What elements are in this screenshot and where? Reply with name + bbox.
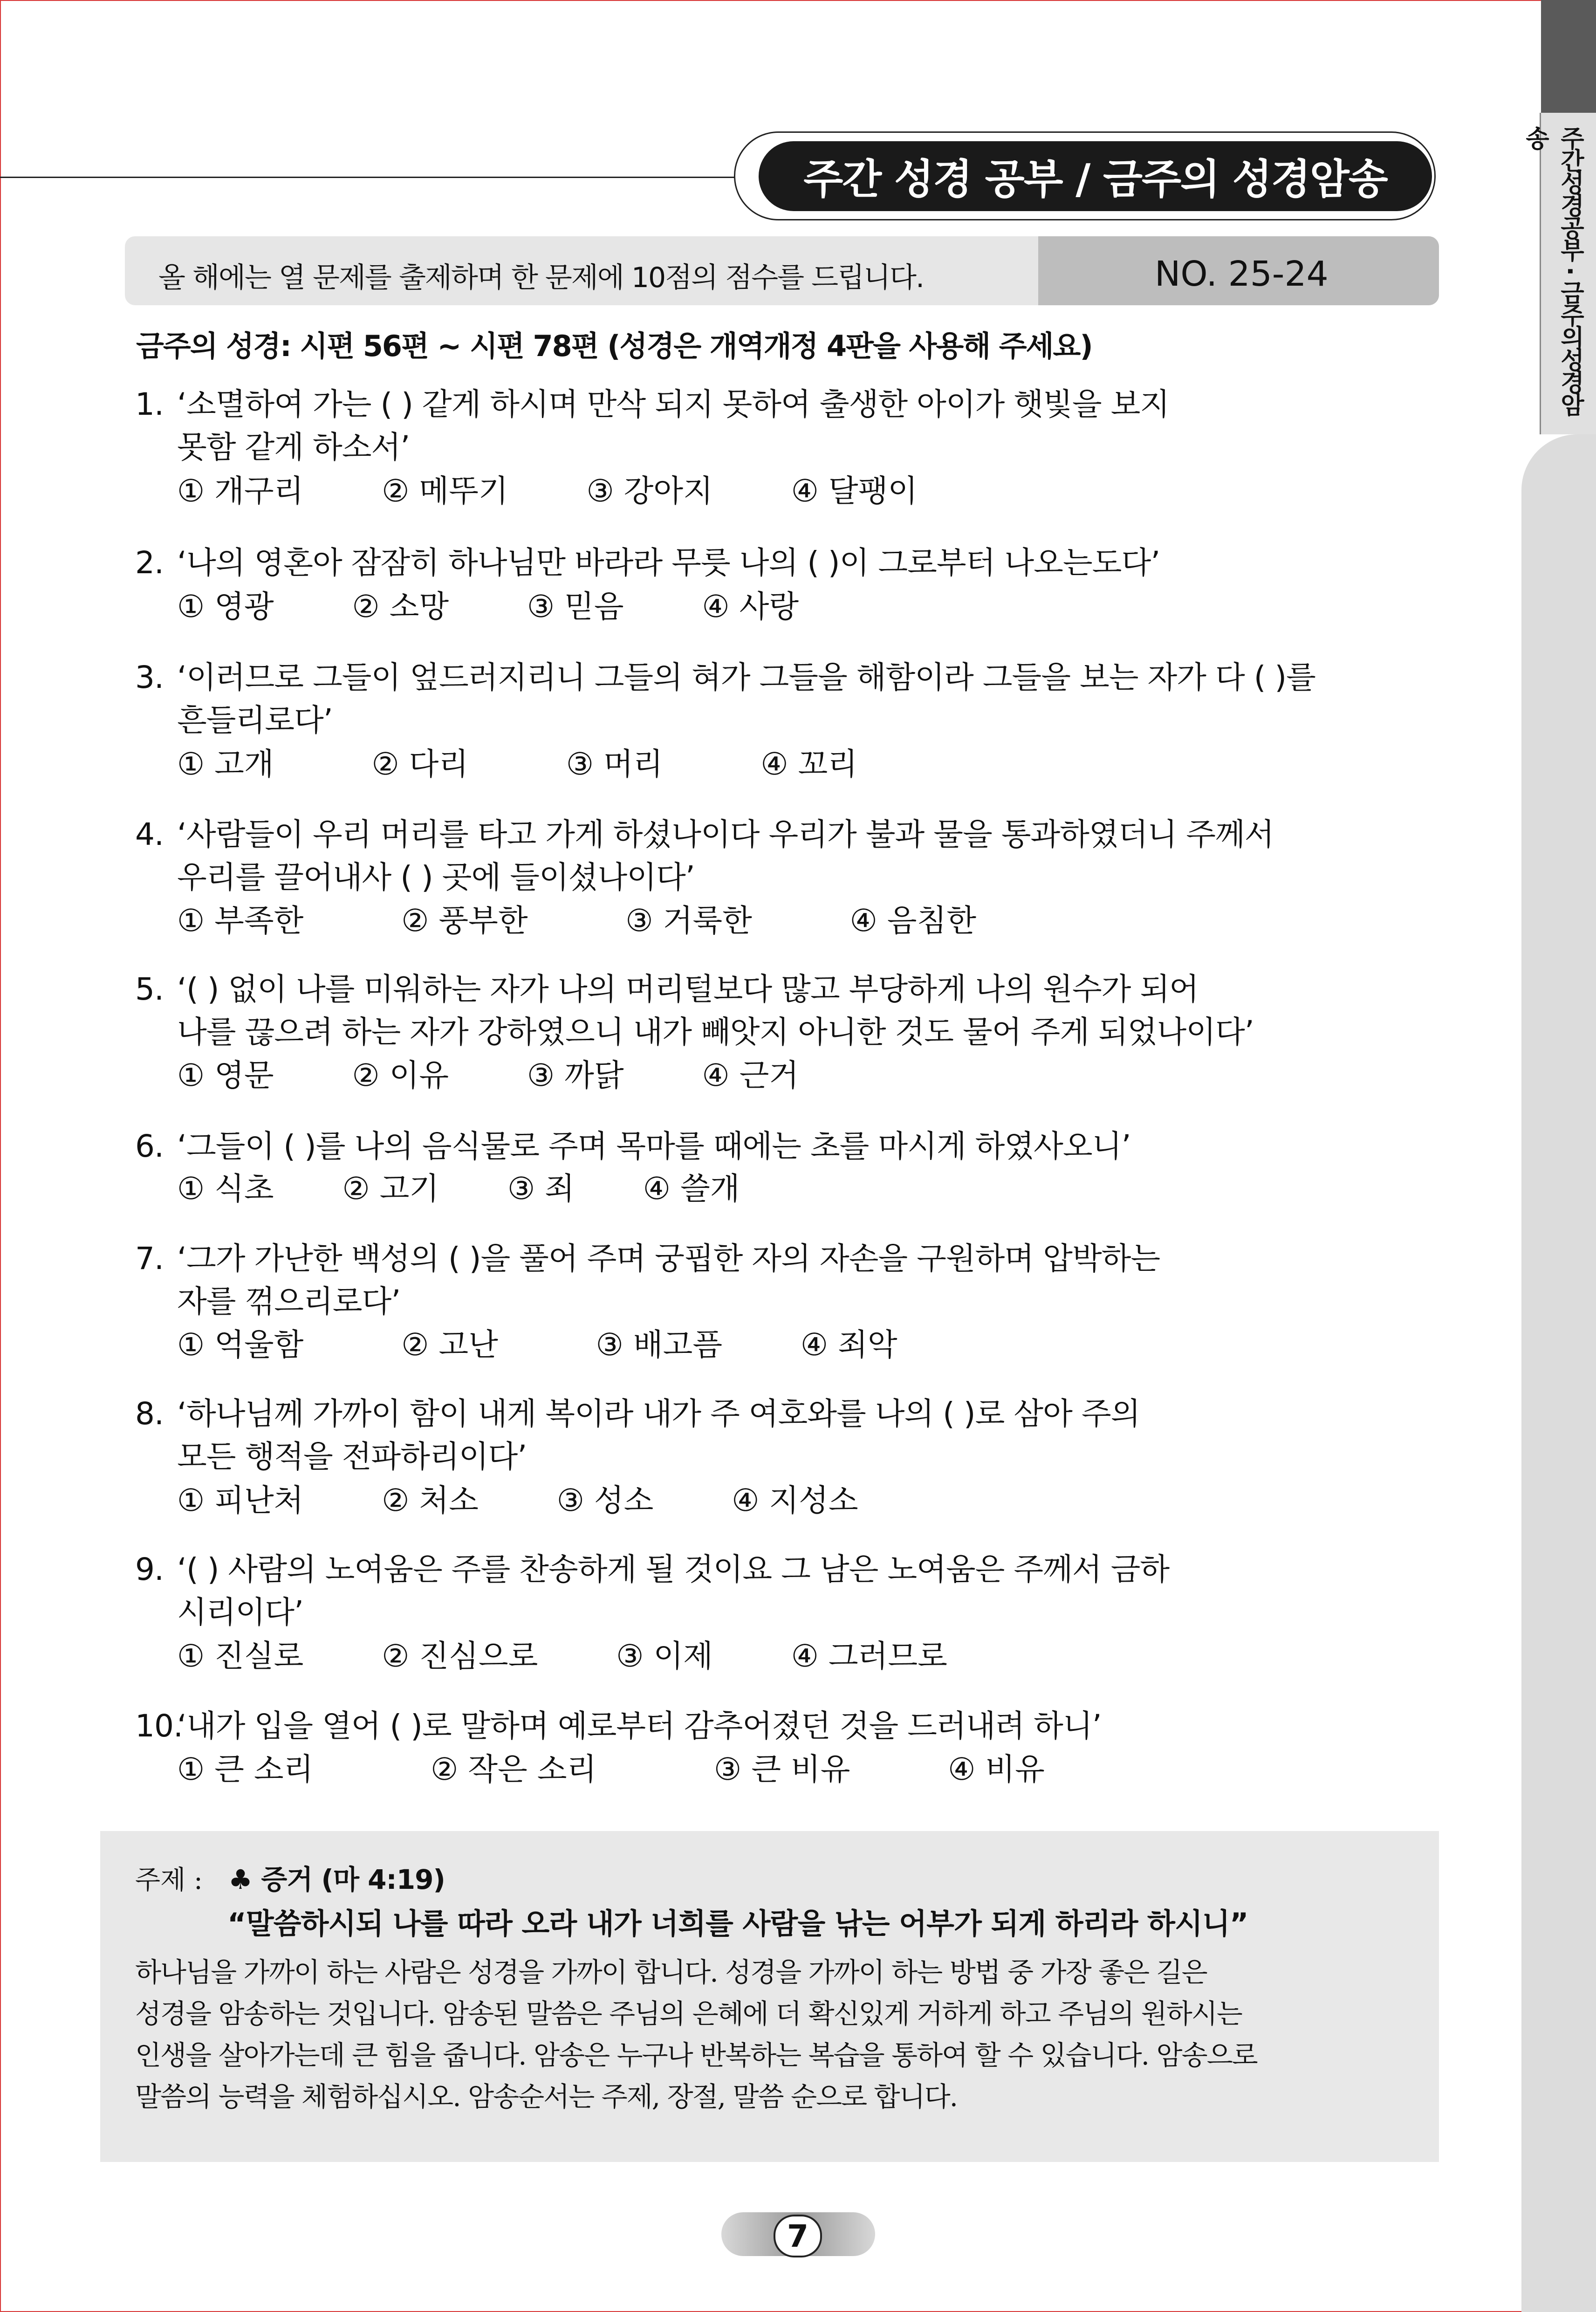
question-number: 3. [135,659,164,695]
answer-options-10: ① 큰 소리 ② 작은 소리 ③ 큰 비유 ④ 비유 [177,1751,1045,1787]
question-3 [135,656,1315,742]
issue-number: NO. 25-24 [1155,254,1329,294]
question-text: ‘그가 가난한 백성의 ( )을 풀어 주며 궁핍한 자의 자손을 구원하며 압박하는 [177,1241,1160,1276]
question-text: ‘( ) 없이 나를 미워하는 자가 나의 머리털보다 많고 부당하게 나의 원수가 되어 [177,971,1199,1007]
question-number: 10. [135,1708,183,1744]
question-text: ‘그들이 ( )를 나의 음식물로 주며 목마를 때에는 초를 마시게 하였사오니’ [177,1128,1131,1164]
explanation-line: 하나님을 가까이 하는 사람은 성경을 가까이 합니다. 성경을 가까이 하는 방법 중 가장 좋은 길은 [135,1956,1207,1988]
question-text: ‘소멸하여 가는 ( ) 같게 하시며 만삭 되지 못하여 출생한 아이가 햇빛을 보지 [177,386,1170,422]
question-number: 7. [135,1241,164,1276]
side-tab-top [1541,0,1596,113]
answer-options-1: ① 개구리 ② 메뚜기 ③ 강아지 ④ 달팽이 [177,473,918,509]
question-text: ‘내가 입을 열어 ( )로 말하며 예로부터 감추어졌던 것을 드러내려 하니’ [177,1708,1102,1744]
question-text: ‘( ) 사람의 노여움은 주를 찬송하게 될 것이요 그 남은 노여움은 주께서 금하 [177,1551,1170,1587]
question-text-cont: 자를 꺾으리로다’ [177,1283,401,1319]
question-text-cont: 나를 끊으려 하는 자가 강하였으니 내가 빼앗지 아니한 것도 물어 주게 되었나이다’ [177,1014,1254,1050]
memory-verse-explanation [135,1952,1426,2118]
question-number: 1. [135,386,164,422]
side-tab-label: 주간성경공부 · 금주의성경암송 [1521,126,1584,415]
weekly-scripture-range: 금주의 성경: 시편 56편 ~ 시편 78편 (성경은 개역개정 4판을 사용해 주세요) [136,329,1092,363]
question-text: ‘나의 영혼아 잠잠히 하나님만 바라라 무릇 나의 ( )이 그로부터 나오는도다’ [177,545,1160,581]
answer-options-4: ① 부족한 ② 풍부한 ③ 거룩한 ④ 음침한 [177,903,977,939]
memory-verse: “말씀하시되 나를 따라 오라 내가 너희를 사람을 낚는 어부가 되게 하리라 하시니” [227,1907,1248,1941]
question-number: 4. [135,816,164,852]
question-number: 6. [135,1128,164,1164]
question-5 [135,968,1254,1054]
question-6 [135,1125,1130,1168]
question-text: ‘하나님께 가까이 함이 내게 복이라 내가 주 여호와를 나의 ( )로 삼아 주의 [177,1396,1140,1432]
question-text-cont: 시리이다’ [177,1594,304,1630]
theme-label: 주제 : [135,1865,203,1895]
question-2 [135,542,1160,584]
page-title: 주간 성경 공부 / 금주의 성경암송 [759,141,1432,211]
question-8 [135,1393,1140,1478]
answer-options-3: ① 고개 ② 다리 ③ 머리 ④ 꼬리 [177,746,858,782]
question-number: 2. [135,545,164,581]
question-number: 9. [135,1551,164,1587]
answer-options-5: ① 영문 ② 이유 ③ 까닭 ④ 근거 [177,1057,799,1093]
question-text-cont: 우리를 끌어내사 ( ) 곳에 들이셨나이다’ [177,859,695,895]
question-4 [135,813,1274,899]
question-9 [135,1548,1169,1634]
notice-text: 올 해에는 열 문제를 출제하며 한 문제에 10점의 점수를 드립니다. [158,261,924,294]
question-text: ‘사람들이 우리 머리를 타고 가게 하셨나이다 우리가 불과 물을 통과하였더니 주께서 [177,816,1274,852]
answer-options-7: ① 억울함 ② 고난 ③ 배고픔 ④ 죄악 [177,1327,897,1363]
explanation-line: 말씀의 능력을 체험하십시오. 암송순서는 주제, 장절, 말씀 순으로 합니다. [135,2081,958,2113]
question-text-cont: 흔들리로다’ [177,702,333,738]
question-text-cont: 모든 행적을 전파하리이다’ [177,1439,527,1475]
answer-options-2: ① 영광 ② 소망 ③ 믿음 ④ 사랑 [177,589,799,624]
question-number: 5. [135,971,164,1007]
page-number: 7 [774,2215,822,2257]
question-text: ‘이러므로 그들이 엎드러지리니 그들의 혀가 그들을 해함이라 그들을 보는 자가 다 ( )를 [177,659,1315,695]
answer-options-8: ① 피난처 ② 처소 ③ 성소 ④ 지성소 [177,1482,858,1518]
answer-options-9: ① 진실로 ② 진심으로 ③ 이제 ④ 그러므로 [177,1638,947,1674]
explanation-line: 인생을 살아가는데 큰 힘을 줍니다. 암송은 누구나 반복하는 복습을 통하여 할 수 있습니다. 암송으로 [135,2039,1257,2071]
question-1 [135,383,1169,469]
question-7 [135,1237,1160,1323]
header-rule [0,177,736,178]
side-margin-band [1521,434,1596,2312]
explanation-line: 성경을 암송하는 것입니다. 암송된 말씀은 주님의 은혜에 더 확신있게 거하게 하고 주님의 원하시는 [135,1998,1242,2030]
theme-reference: ♣ 증거 (마 4:19) [228,1864,445,1895]
question-text-cont: 못함 같게 하소서’ [177,429,410,465]
answer-options-6: ① 식초 ② 고기 ③ 죄 ④ 쓸개 [177,1171,740,1207]
question-10 [135,1705,1102,1748]
question-number: 8. [135,1396,164,1432]
